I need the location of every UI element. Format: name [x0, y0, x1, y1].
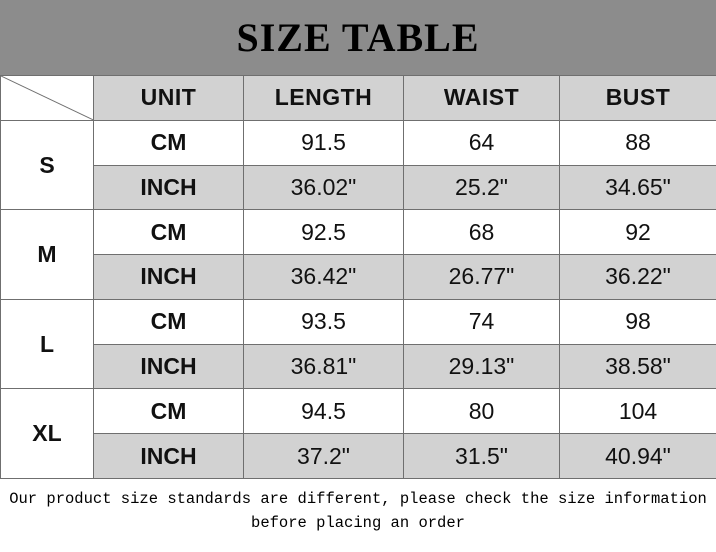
value-waist: 80 [404, 389, 560, 434]
table-row [1, 389, 716, 434]
table-row [1, 120, 716, 165]
value-bust: 34.65" [560, 165, 716, 210]
size-table-container [0, 75, 716, 479]
unit-cm: CM [94, 120, 244, 165]
value-waist: 31.5" [404, 434, 560, 479]
column-header-waist: WAIST [404, 76, 560, 121]
value-length: 36.02" [244, 165, 404, 210]
table-row [1, 165, 716, 210]
value-bust: 36.22" [560, 255, 716, 300]
size-label-l: L [1, 299, 94, 389]
unit-inch: INCH [94, 434, 244, 479]
column-header-unit: UNIT [94, 76, 244, 121]
table-row [1, 434, 716, 479]
table-row [1, 344, 716, 389]
value-bust: 40.94" [560, 434, 716, 479]
value-waist: 26.77" [404, 255, 560, 300]
page-title: SIZE TABLE [236, 15, 480, 60]
value-bust: 88 [560, 120, 716, 165]
size-label-xl: XL [1, 389, 94, 479]
value-bust: 98 [560, 299, 716, 344]
unit-cm: CM [94, 389, 244, 434]
unit-inch: INCH [94, 255, 244, 300]
value-length: 91.5 [244, 120, 404, 165]
value-bust: 92 [560, 210, 716, 255]
size-label-m: M [1, 210, 94, 300]
value-length: 36.42" [244, 255, 404, 300]
value-waist: 29.13" [404, 344, 560, 389]
title-bar [0, 0, 716, 75]
table-row [1, 255, 716, 300]
unit-cm: CM [94, 299, 244, 344]
size-table [0, 75, 716, 479]
value-waist: 68 [404, 210, 560, 255]
table-header-row [1, 76, 716, 121]
diagonal-divider-icon [1, 76, 93, 120]
value-bust: 104 [560, 389, 716, 434]
table-row [1, 210, 716, 255]
value-length: 37.2" [244, 434, 404, 479]
value-length: 94.5 [244, 389, 404, 434]
corner-cell [1, 76, 94, 121]
value-waist: 64 [404, 120, 560, 165]
unit-inch: INCH [94, 344, 244, 389]
column-header-length: LENGTH [244, 76, 404, 121]
value-waist: 74 [404, 299, 560, 344]
table-row [1, 299, 716, 344]
unit-cm: CM [94, 210, 244, 255]
size-label-s: S [1, 120, 94, 210]
footer-line-1: Our product size standards are different, please check the size information [9, 490, 707, 508]
footer-line-2: before placing an order [251, 514, 465, 532]
footer-note [0, 479, 716, 552]
value-bust: 38.58" [560, 344, 716, 389]
value-length: 36.81" [244, 344, 404, 389]
unit-inch: INCH [94, 165, 244, 210]
value-waist: 25.2" [404, 165, 560, 210]
value-length: 93.5 [244, 299, 404, 344]
value-length: 92.5 [244, 210, 404, 255]
column-header-bust: BUST [560, 76, 716, 121]
